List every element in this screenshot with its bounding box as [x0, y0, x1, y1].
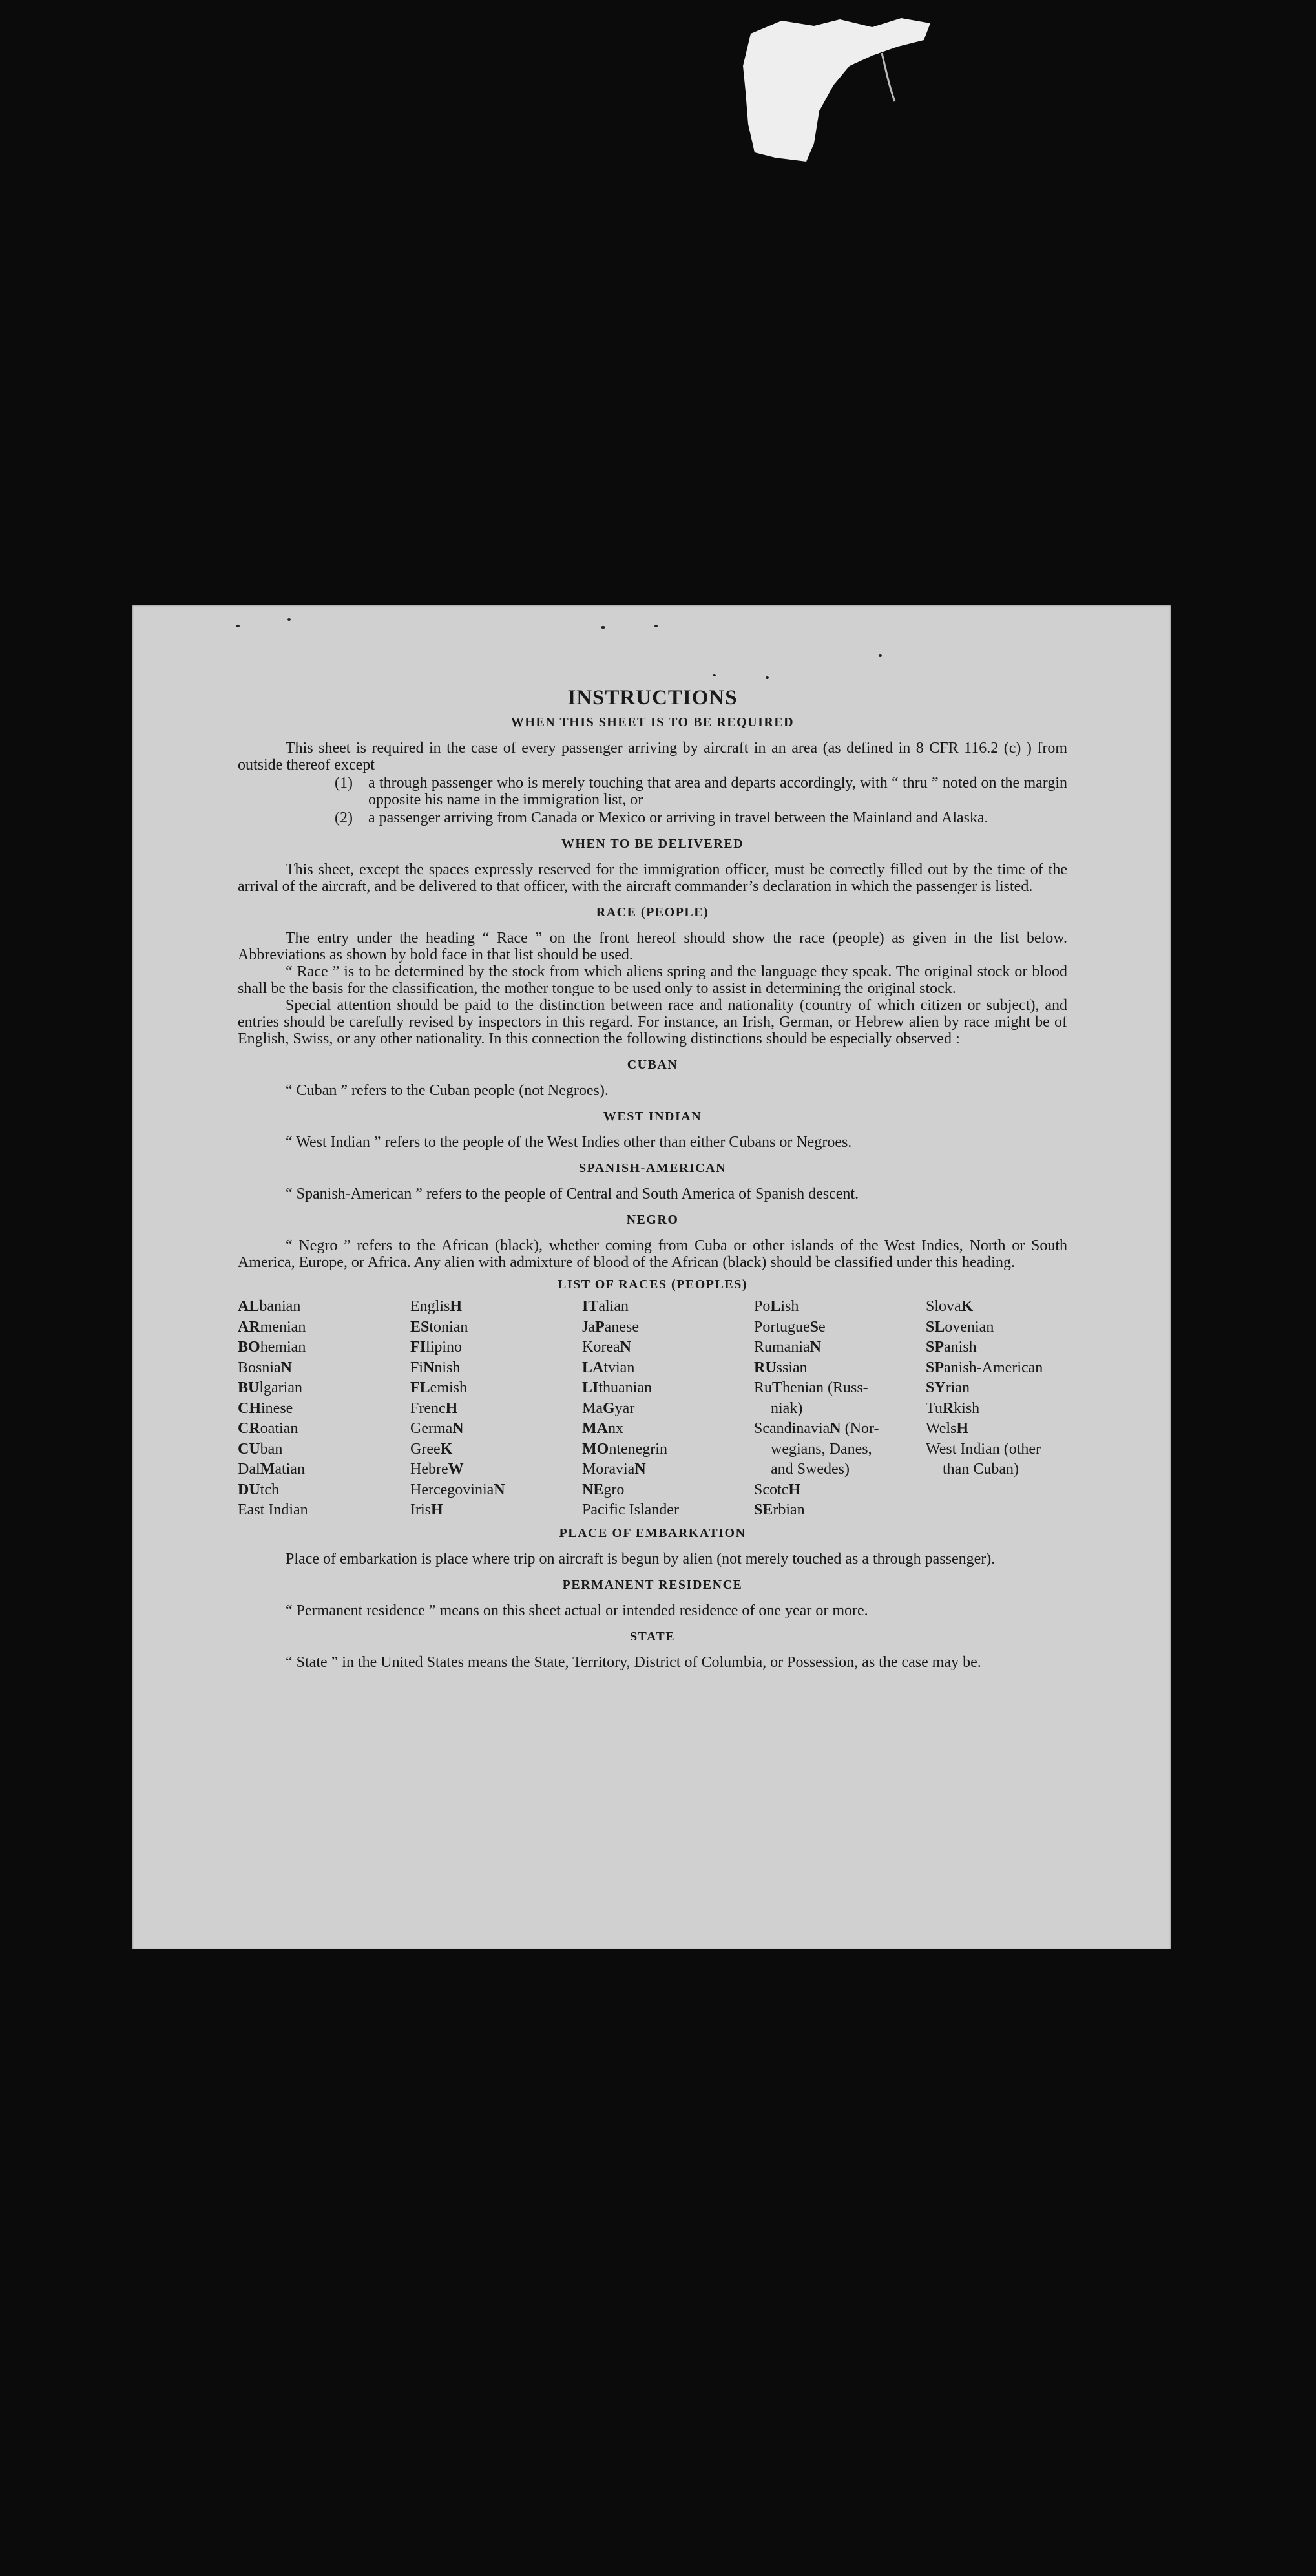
race-entry: [754, 1337, 926, 1358]
race-abbreviation: N: [809, 1339, 821, 1356]
race-abbreviation: N: [280, 1359, 293, 1376]
race-name-text: tonian: [429, 1318, 468, 1335]
race-name-text: anish-American: [944, 1359, 1043, 1376]
race-paragraph: “ Race ” is to be determined by the stock from which aliens spring and the language they speak. The original stock or blood shall be the basis for the classification, the mother tongue to be used only to assist in determining the original stock.: [238, 963, 1067, 997]
races-column: [410, 1297, 582, 1521]
race-entry: [410, 1440, 582, 1460]
race-entry: [926, 1419, 1067, 1440]
race-name-text: e: [819, 1318, 826, 1335]
race-entry: [582, 1399, 754, 1419]
race-entry: [582, 1460, 754, 1480]
race-name-text: wegians, Danes,: [771, 1440, 872, 1458]
race-entry: [238, 1460, 410, 1480]
race-entry: [410, 1419, 582, 1440]
ink-speck: [713, 674, 716, 676]
race-abbreviation: R: [942, 1399, 954, 1417]
races-list: [238, 1297, 1067, 1521]
race-abbreviation: P: [595, 1318, 605, 1335]
race-name-text: Moravia: [582, 1461, 635, 1478]
race-name-text: Hercegovinia: [410, 1481, 494, 1498]
race-abbreviation: G: [603, 1399, 615, 1417]
race-entry: [238, 1480, 410, 1501]
race-entry: [754, 1297, 926, 1317]
race-entry: [926, 1460, 1067, 1480]
heading-permanent-residence: PERMANENT RESIDENCE: [562, 1577, 743, 1592]
race-entry: [582, 1317, 754, 1338]
race-name-text: Rumania: [754, 1339, 810, 1356]
ink-speck: [601, 626, 605, 629]
race-abbreviation: LI: [582, 1379, 599, 1396]
race-entry: [410, 1378, 582, 1399]
race-name-text: Scotc: [754, 1481, 789, 1498]
race-name-text: Fi: [410, 1359, 424, 1376]
race-entry: [582, 1358, 754, 1379]
when-required-intro: This sheet is required in the case of every passenger arriving by aircraft in an area (as defined in 8 CFR 116.2 (c) ) from outside thereof except: [238, 740, 1067, 773]
race-entry: [754, 1460, 926, 1480]
race-name-text: and Swedes): [771, 1461, 850, 1478]
race-name-text: rbian: [773, 1502, 805, 1518]
race-abbreviation: SE: [754, 1502, 773, 1518]
race-entry: [754, 1399, 926, 1419]
race-abbreviation: H: [431, 1502, 443, 1518]
race-abbreviation: N: [452, 1420, 464, 1437]
list-item: [335, 810, 1067, 826]
race-entry: [754, 1358, 926, 1379]
list-item: [335, 775, 1067, 808]
race-abbreviation: N: [620, 1339, 631, 1356]
instructions-text: [238, 686, 1067, 1671]
race-name-text: anish: [944, 1339, 977, 1356]
race-abbreviation: LA: [582, 1359, 604, 1376]
race-name-text: Hebre: [410, 1461, 448, 1478]
race-name-text: (Nor-: [841, 1420, 879, 1437]
race-name-text: tvian: [603, 1359, 635, 1376]
race-abbreviation: SY: [926, 1379, 946, 1396]
race-entry: [410, 1337, 582, 1358]
race-abbreviation: FL: [410, 1379, 430, 1396]
race-entry: [238, 1419, 410, 1440]
race-name-text: lipino: [426, 1339, 463, 1356]
torn-paper-scrap: [736, 14, 930, 163]
race-abbreviation: S: [809, 1318, 819, 1335]
race-entry: [926, 1317, 1067, 1338]
race-abbreviation: K: [961, 1298, 974, 1315]
race-name-text: thuanian: [598, 1379, 652, 1396]
heading-spanish-american: SPANISH-AMERICAN: [578, 1161, 727, 1175]
west-indian-text: “ West Indian ” refers to the people of the West Indies other than either Cubans or Negroes.: [286, 1134, 852, 1151]
race-name-text: Scandinavia: [754, 1420, 830, 1437]
state-text: “ State ” in the United States means the State, Territory, District of Columbia, or Possession, as the case may be.: [286, 1653, 981, 1671]
race-entry: [238, 1358, 410, 1379]
race-abbreviation: SP: [926, 1359, 945, 1376]
race-name-text: menian: [260, 1318, 306, 1335]
race-entry: [582, 1419, 754, 1440]
race-name-text: ovenian: [945, 1318, 994, 1335]
ink-speck: [879, 654, 882, 657]
race-name-text: lgarian: [259, 1379, 302, 1396]
race-entry: [410, 1317, 582, 1338]
race-name-text: Ja: [582, 1318, 595, 1335]
race-name-text: yar: [614, 1399, 635, 1417]
race-abbreviation: H: [445, 1399, 458, 1417]
race-entry: [926, 1297, 1067, 1317]
race-abbreviation: NE: [582, 1481, 604, 1498]
race-entry: [582, 1337, 754, 1358]
race-abbreviation: H: [788, 1481, 800, 1498]
race-abbreviation: N: [494, 1481, 505, 1498]
ink-speck: [766, 676, 769, 679]
race-name-text: nish: [434, 1359, 461, 1376]
race-name-text: Germa: [410, 1420, 453, 1437]
race-name-text: anese: [604, 1318, 639, 1335]
list-item-text: a passenger arriving from Canada or Mexico or arriving in travel between the Mainland and Alaska.: [368, 810, 988, 826]
heading-race: RACE (PEOPLE): [596, 905, 709, 919]
race-entry: [238, 1440, 410, 1460]
race-name-text: Pacific Islander: [582, 1502, 679, 1518]
races-column: [238, 1297, 410, 1521]
race-abbreviation: MA: [582, 1420, 608, 1437]
race-entry: [754, 1500, 926, 1521]
race-entry: [926, 1358, 1067, 1379]
race-entry: [754, 1378, 926, 1399]
race-abbreviation: N: [634, 1461, 646, 1478]
race-name-text: Iris: [410, 1502, 431, 1518]
race-name-text: Slova: [926, 1298, 961, 1315]
race-abbreviation: RU: [754, 1359, 777, 1376]
race-name-text: ssian: [776, 1359, 808, 1376]
race-entry: [582, 1378, 754, 1399]
race-name-text: emish: [430, 1379, 467, 1396]
heading-negro: NEGRO: [626, 1213, 679, 1227]
race-entry: [926, 1399, 1067, 1419]
race-name-text: Wels: [926, 1420, 957, 1437]
residence-text: “ Permanent residence ” means on this sheet actual or intended residence of one year or more.: [286, 1602, 868, 1619]
race-abbreviation: DU: [238, 1481, 260, 1498]
race-entry: [926, 1378, 1067, 1399]
race-entry: [754, 1317, 926, 1338]
race-name-text: Gree: [410, 1440, 441, 1458]
race-abbreviation: BU: [238, 1379, 260, 1396]
race-entry: [754, 1419, 926, 1440]
race-name-text: gro: [603, 1481, 625, 1498]
race-entry: [410, 1399, 582, 1419]
page-title: INSTRUCTIONS: [567, 686, 738, 709]
race-name-text: nx: [607, 1420, 623, 1437]
race-name-text: oatian: [260, 1420, 298, 1437]
race-entry: [238, 1297, 410, 1317]
race-name-text: inese: [261, 1399, 293, 1417]
race-name-text: Dal: [238, 1461, 260, 1478]
race-entry: [410, 1480, 582, 1501]
race-name-text: alian: [598, 1298, 629, 1315]
race-abbreviation: ES: [410, 1318, 430, 1335]
race-abbreviation: H: [450, 1298, 463, 1315]
race-abbreviation: MO: [582, 1440, 609, 1458]
race-abbreviation: L: [770, 1298, 781, 1315]
race-abbreviation: T: [772, 1379, 783, 1396]
race-abbreviation: H: [956, 1420, 969, 1437]
race-entry: [926, 1440, 1067, 1460]
race-name-text: Frenc: [410, 1399, 446, 1417]
heading-state: STATE: [629, 1629, 676, 1644]
race-name-text: rian: [945, 1379, 970, 1396]
race-name-text: East Indian: [238, 1502, 308, 1518]
race-name-text: ban: [260, 1440, 283, 1458]
list-item-number: (2): [335, 810, 353, 826]
race-abbreviation: W: [448, 1461, 464, 1478]
race-entry: [582, 1440, 754, 1460]
race-name-text: tch: [260, 1481, 279, 1498]
race-entry: [238, 1399, 410, 1419]
race-abbreviation: FI: [410, 1339, 426, 1356]
race-entry: [582, 1480, 754, 1501]
race-entry: [238, 1378, 410, 1399]
race-abbreviation: CR: [238, 1420, 260, 1437]
race-abbreviation: M: [260, 1461, 275, 1478]
race-paragraph: The entry under the heading “ Race ” on the front hereof should show the race (people) as given in the list below. Abbreviations as shown by bold face in that list should be used.: [238, 930, 1067, 963]
race-name-text: atian: [275, 1461, 305, 1478]
race-entry: [754, 1440, 926, 1460]
heading-west-indian: WEST INDIAN: [603, 1109, 702, 1124]
race-entry: [582, 1500, 754, 1521]
list-item-text: a through passenger who is merely touching that area and departs accordingly, with “ thru ” noted on the margin opposite his name in the immigration list, or: [368, 775, 1067, 808]
race-name-text: Tu: [926, 1399, 943, 1417]
race-name-text: Ma: [582, 1399, 603, 1417]
race-abbreviation: CU: [238, 1440, 260, 1458]
race-name-text: West Indian (other: [926, 1440, 1041, 1458]
race-name-text: ntenegrin: [609, 1440, 667, 1458]
cuban-text: “ Cuban ” refers to the Cuban people (not Negroes).: [286, 1082, 609, 1099]
race-entry: [238, 1317, 410, 1338]
race-name-text: than Cuban): [943, 1461, 1019, 1478]
race-entry: [410, 1500, 582, 1521]
list-item-number: (1): [335, 775, 353, 791]
race-entry: [410, 1358, 582, 1379]
race-abbreviation: SL: [926, 1318, 945, 1335]
race-name-text: Portugue: [754, 1318, 810, 1335]
race-name-text: banian: [259, 1298, 301, 1315]
race-name-text: ish: [780, 1298, 799, 1315]
ink-speck: [654, 625, 658, 627]
instruction-sheet: [132, 605, 1171, 1949]
race-name-text: Englis: [410, 1298, 450, 1315]
race-entry: [410, 1460, 582, 1480]
race-name-text: Po: [754, 1298, 771, 1315]
race-name-text: kish: [954, 1399, 980, 1417]
race-abbreviation: N: [423, 1359, 435, 1376]
race-entry: [410, 1297, 582, 1317]
race-abbreviation: K: [440, 1440, 453, 1458]
race-abbreviation: SP: [926, 1339, 945, 1356]
race-abbreviation: IT: [582, 1298, 599, 1315]
races-column: [754, 1297, 926, 1521]
embarkation-text: Place of embarkation is place where trip on aircraft is begun by alien (not merely touched as a through passenger).: [286, 1550, 996, 1567]
race-name-text: hemian: [260, 1339, 306, 1356]
race-paragraph: Special attention should be paid to the distinction between race and nationality (country of which citizen or subject), and entries should be carefully revised by inspectors in this regard. For instance, an Irish, German, or Hebrew alien by race might be of English, Swiss, or any other nationality. In this connection the following distinctions should be especially observed :: [238, 997, 1067, 1047]
race-abbreviation: AR: [238, 1318, 260, 1335]
race-abbreviation: BO: [238, 1339, 260, 1356]
heading-embarkation: PLACE OF EMBARKATION: [559, 1525, 746, 1540]
race-name-text: Korea: [582, 1339, 620, 1356]
ink-speck: [236, 625, 240, 627]
race-entry: [238, 1337, 410, 1358]
spanish-american-text: “ Spanish-American ” refers to the people of Central and South America of Spanish descent.: [286, 1186, 859, 1202]
heading-cuban: CUBAN: [627, 1058, 678, 1072]
race-entry: [582, 1297, 754, 1317]
heading-when-delivered: WHEN TO BE DELIVERED: [561, 837, 744, 851]
races-column: [926, 1297, 1067, 1521]
race-entry: [238, 1500, 410, 1521]
race-abbreviation: AL: [238, 1298, 260, 1315]
race-abbreviation: CH: [238, 1399, 261, 1417]
negro-text: “ Negro ” refers to the African (black), whether coming from Cuba or other islands of the West Indies, North or South America, Europe, or Africa. Any alien with admixture of blood of the African (black) should be classified under this heading.: [238, 1237, 1067, 1271]
races-column: [582, 1297, 754, 1521]
heading-when-required: WHEN THIS SHEET IS TO BE REQUIRED: [510, 715, 795, 729]
race-abbreviation: N: [830, 1420, 841, 1437]
race-name-text: niak): [771, 1399, 803, 1417]
race-entry: [754, 1480, 926, 1501]
race-name-text: Bosnia: [238, 1359, 281, 1376]
race-entry: [926, 1337, 1067, 1358]
heading-list-of-races: LIST OF RACES (PEOPLES): [557, 1277, 747, 1292]
ink-speck: [287, 618, 291, 621]
race-name-text: henian (Russ-: [782, 1379, 868, 1396]
when-delivered-text: This sheet, except the spaces expressly reserved for the immigration officer, must be correctly filled out by the time of the arrival of the aircraft, and be delivered to that officer, with the aircraft commander’s declaration in which the passenger is listed.: [238, 861, 1067, 895]
race-name-text: Ru: [754, 1379, 773, 1396]
